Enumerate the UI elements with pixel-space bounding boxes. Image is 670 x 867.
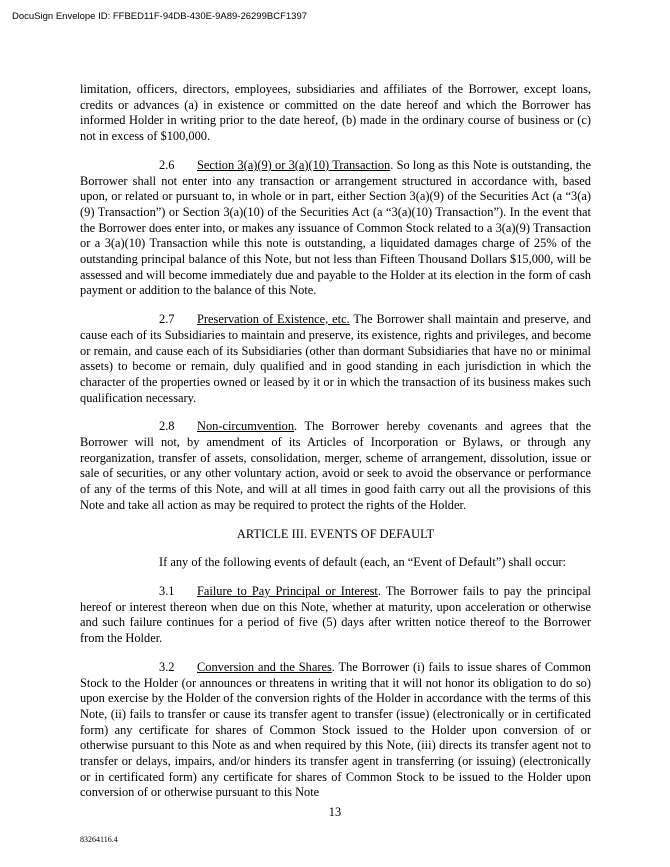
section-2-7 [80, 312, 591, 406]
section-number: 2.6 [159, 157, 175, 172]
document-body [80, 82, 591, 814]
section-3-1 [80, 584, 591, 647]
section-3-2 [80, 660, 591, 801]
section-title: Preservation of Existence, etc. [197, 312, 350, 327]
section-title: Failure to Pay Principal or Interest [197, 583, 378, 598]
section-number: 2.7 [159, 312, 175, 327]
section-text: The Borrower shall maintain and preserve, and cause each of its Subsidiaries to maintain and preserve, its existence, rights and privileges, and become or remain, and cause each of its Subsidiaries (other than dormant Subsidiaries that have no or minimal assets) to become or remain, duly qualified and in good standing in each jurisdiction in which the character of the properties owned or leased by it or in which the transaction of its business makes such qualification necessary. [80, 312, 591, 405]
section-text: . The Borrower (i) fails to issue shares of Common Stock to the Holder (or announces or threatens in writing that it will not honor its obligation to do so) upon exercise by the Holder of the conversion rights of the Holder in accordance with the terms of this Note, (ii) fails to transfer or cause its transfer agent to transfer (issue) (electronically or in certificated form) any certificate for shares of Common Stock issued to the Holder upon conversion of or otherwise pursuant to this Note as and when required by this Note, (iii) directs its transfer agent not to transfer or delays, impairs, and/or hinders its transfer agent in transferring (or issuing) (electronically or in certificated form) any certificate for shares of Common Stock to be issued to the Holder upon conversion of or otherwise pursuant to this Note [80, 659, 591, 800]
docusign-envelope-id: DocuSign Envelope ID: FFBED11F-94DB-430E-9A89-26299BCF1397 [12, 11, 308, 22]
document-id: 83264116.4 [80, 835, 118, 844]
section-title: Conversion and the Shares [197, 659, 332, 674]
section-number: 2.8 [159, 419, 175, 434]
section-2-8 [80, 419, 591, 513]
section-text: . The Borrower hereby covenants and agrees that the Borrower will not, by amendment of its Articles of Incorporation or Bylaws, or through any reorganization, transfer of assets, consolidation, merger, scheme of arrangement, dissolution, issue or sale of securities, or any other voluntary action, avoid or seek to avoid the observance or performance of any of the terms of this Note, and will at all times in good faith carry out all the provisions of this Note and take all action as may be required to protect the rights of the Holder. [80, 419, 591, 512]
section-text: . So long as this Note is outstanding, the Borrower shall not enter into any transaction or arrangement structured in accordance with, based upon, or related or pursuant to, in whole or in part, either Section 3(a)(9) of the Securities Act (a “3(a)(9) Transaction”) or Section 3(a)(10) of the Securities Act (a “3(a)(10) Transaction”). In the event that the Borrower does enter into, or makes any issuance of Common Stock related to a 3(a)(9) Transaction or a 3(a)(10) Transaction while this note is outstanding, a liquidated damages charge of 25% of the outstanding principal balance of this Note, but not less than Fifteen Thousand Dollars $15,000, will be assessed and will become immediately due and payable to the Holder at its election in the form of cash payment or addition to the balance of this Note. [80, 157, 591, 298]
page-number: 13 [328, 805, 342, 819]
section-number: 3.1 [159, 583, 175, 598]
section-2-6 [80, 158, 591, 299]
section-title: Non-circumvention [197, 419, 295, 434]
article-intro: If any of the following events of default (each, an “Event of Default”) shall occur: [159, 555, 567, 570]
section-text: . The Borrower fails to pay the principal hereof or interest thereon when due on this Note, whether at maturity, upon acceleration or otherwise and such failure continues for a period of five (5) days after written notice thereof to the Borrower from the Holder. [80, 583, 591, 646]
paragraph-continuation: limitation, officers, directors, employees, subsidiaries and affiliates of the Borrower, except loans, credits or advances (a) in existence or committed on the date hereof and which the Borrower has informed Holder in writing prior to the date hereof, (b) made in the ordinary course of business or (c) not in excess of $100,000. [80, 82, 591, 144]
section-number: 3.2 [159, 659, 175, 674]
article-heading: ARTICLE III. EVENTS OF DEFAULT [236, 526, 435, 541]
section-title: Section 3(a)(9) or 3(a)(10) Transaction [197, 157, 391, 172]
